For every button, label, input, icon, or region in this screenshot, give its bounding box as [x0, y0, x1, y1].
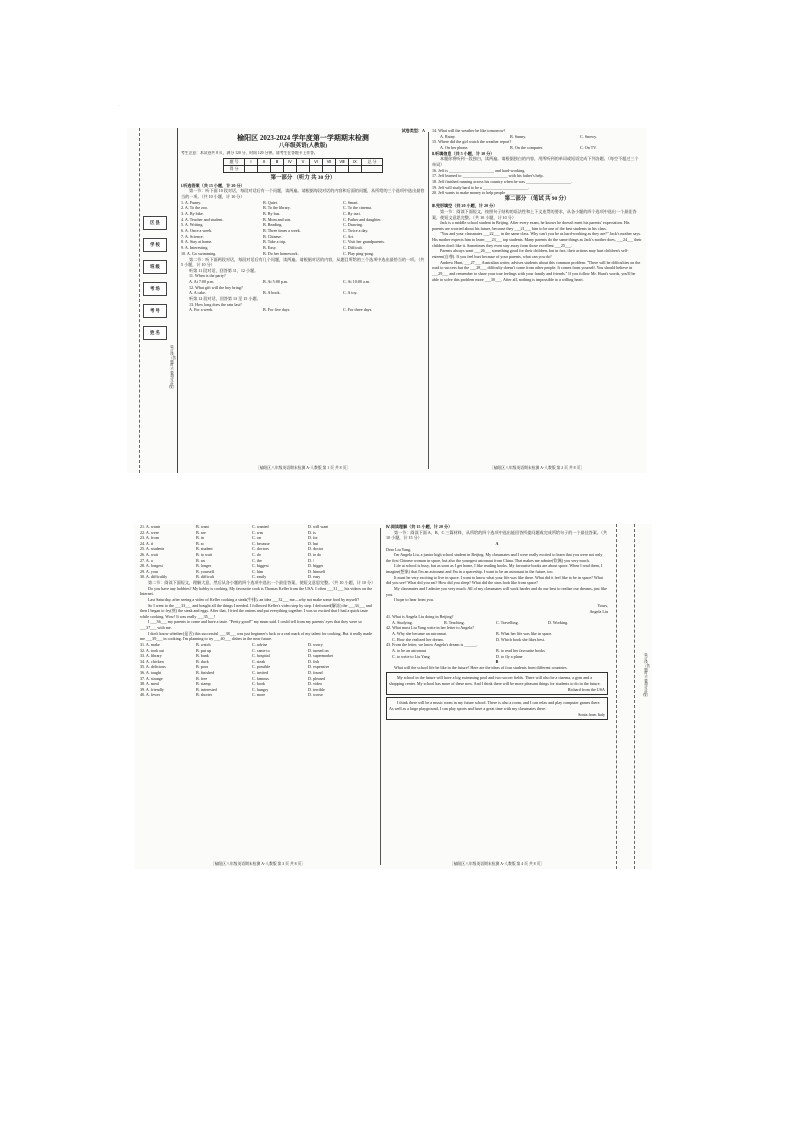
option-c: C. book — [252, 681, 265, 687]
section-3-instructions: 第一节：阅读下面短文，按照句子结构的语法性和上下文连贯的要求，从各小题的四个选项中选出一个最佳答案，使短文意思完整。（共 10 小题，计 10 分） — [432, 208, 637, 220]
option-c: C. A toy. — [343, 290, 358, 296]
option-d: D. found — [308, 669, 323, 675]
question-43: 43. From the letter, we know Angela's dream is ______. — [386, 642, 478, 648]
student-idea-text: My school in the future will have a big swimming pool and two soccer fields. There will also be a cinema, a gym and a shopping center. My school has more of these now. And I think there will be more pleasant things for students to do in the future. — [389, 675, 601, 687]
cloze-paragraph: Parents always want ___26___ something good for their children, but in fact, their actions may hurt children's self-esteem(自尊). If you feel hurt because of your parents, what can you do? — [432, 248, 629, 259]
option-b: B. finished — [196, 669, 214, 675]
option-a: 21. A. wants — [140, 524, 161, 529]
cloze-paragraph: Andrew Hunt, ___27___ Australian writer, advises students about this common problem. "There will be difficulties on the road to success but the ___28___ difficulty doesn't come from other people. It comes from yourself. You should believe in ___29___ and remember to share your true feelings with your family and friends." If you follow Mr. Hunt's words, you'll be able to solve this problem more ___30___. After all, nothing is impossible to a willing heart. — [432, 259, 641, 282]
letter-paragraph: I'm Angela Liu, a junior high school student in Beijing. My classmates and I were really excited to learn that you were not only the first Chinese woman in space, but also the youngest astronaut from China. That makes me admire(钦佩) you very much. — [386, 552, 603, 563]
option-b: B. interested — [196, 686, 217, 692]
student-idea-text: I think there will be a music room in my future school. There is also a room, and I can relax and play computer games there. As well as a large playground, I can play sports and have a great time with my classmates there. — [389, 700, 601, 711]
question-13: 13. How long does the rain last? — [189, 301, 242, 307]
section-3-heading: Ⅲ.完形填空（共 20 小题，计 20 分） — [432, 203, 498, 209]
option-a: 36. A. taught — [140, 669, 162, 675]
option-c: C. Art. — [343, 233, 355, 239]
letter-paragraph: Life at school is busy, but as soon as I get home, I like reading books. My favourite books are about space. When I read them, I imagine(想象) that I'm an astronaut and I'm in a spaceship. I want to be an astronaut in the future, too. — [386, 563, 603, 575]
option-a: A. Studying. — [392, 619, 413, 625]
option-b: B. shorter — [196, 692, 213, 698]
letter-paragraph: It must be very exciting to live in space. I want to know what your life was like there. What did it feel like to be in space? What did you see? What did you eat? How did you sleep? What did the stars look like from space? — [386, 574, 603, 586]
option-d: D. doctor — [308, 546, 324, 552]
fill-question: 17. Jeff learned to ______________________ with his father's help. — [432, 173, 544, 179]
option-a: A. A cake. — [189, 290, 207, 296]
part-2-heading: 第二部分 （笔试 共 90 分） — [504, 195, 570, 202]
option-b: B. Sunny. — [510, 133, 526, 139]
page-footer: ［榆阳区八年级英语期末检测 A-人教版 第 2 页 共 8 页］ — [489, 465, 585, 470]
option-b: B. poor — [196, 664, 209, 670]
score-cell: 得 分 — [224, 166, 245, 173]
option-c: C. possible — [252, 664, 271, 670]
page-divider — [380, 528, 381, 865]
page-footer: ［榆阳区八年级英语期末检测 A-人教版 第 4 页 共 8 页］ — [449, 861, 545, 866]
story-paragraph: Last Saturday, after seeing a video of Keller cooking a steak(牛排), an idea ___32___ me—why not make some food by myself? — [148, 596, 360, 602]
option-c: C. to write to Liu Yang — [392, 653, 430, 659]
option-d: D. for — [308, 535, 318, 541]
option-c: C. Smart. — [343, 199, 359, 205]
exam-sheet-pages-3-4 — [134, 524, 652, 869]
score-cell: Ⅵ — [310, 159, 323, 166]
option-b: B. stamp — [196, 681, 211, 687]
score-cell — [349, 166, 362, 173]
option-c: C. famous — [252, 675, 269, 681]
option-c: C. hospital — [252, 653, 270, 659]
exam-number-label: 考 号 — [143, 304, 167, 318]
option-d: D. to do — [308, 551, 322, 557]
option-a: 8. A. Stay at home. — [181, 239, 213, 245]
option-a: A. At 7:00 p.m. — [189, 279, 215, 285]
option-c: C. At 10:00 a.m. — [343, 279, 371, 285]
option-a: 35. A. delicious — [140, 664, 166, 670]
option-a: 5. A. Writing. — [181, 222, 204, 228]
option-c: C. For three days. — [343, 307, 373, 313]
option-d: D. bigger — [308, 563, 324, 569]
cut-line — [616, 524, 617, 869]
score-cell: 题 号 — [224, 159, 245, 166]
option-a: 22. A. were — [140, 529, 159, 535]
story-paragraph: So I went to the ___33___ and bought all the things I needed. I followed Keller's video step by step. I defrosted(解冻) the ___34___ and then I began to fry(煎) the steak and eggs. After that, I fried the onions and put everything together. I was so excited that I had a quick taste while cooking. Wow! It was really ___35___! — [140, 602, 372, 619]
score-cell — [310, 166, 323, 173]
student-idea-author: Richard from the USA — [567, 686, 605, 692]
section-2-heading: Ⅱ.听填信息（共 5 小题，计 10 分） — [432, 150, 495, 156]
option-d: D. supermarket — [308, 653, 334, 659]
score-cell — [245, 166, 258, 173]
option-b: B. To the library. — [263, 205, 291, 211]
score-cell — [323, 166, 336, 173]
option-d: D. to fly a plane — [496, 653, 523, 659]
option-c: C. him — [252, 568, 264, 574]
option-a: 26. A. wait — [140, 551, 158, 557]
student-idea-box — [386, 697, 608, 720]
option-a: 27. A. a — [140, 557, 153, 563]
option-b: B. want — [196, 524, 209, 529]
option-b: B. Reading. — [263, 222, 283, 228]
score-table-header-row — [224, 159, 383, 166]
option-a: 24. A. if — [140, 540, 154, 546]
exam-type: 试卷类型：A — [401, 128, 425, 133]
option-b: B. What her life was like in space. — [496, 631, 553, 637]
option-a: 38. A. meal — [140, 681, 159, 687]
fill-question: 16. Jeff is ______________________ and hard-working. — [432, 167, 526, 173]
option-b: B. to wait — [196, 551, 213, 557]
option-b: B. free — [196, 675, 208, 681]
score-table-score-row — [224, 166, 383, 173]
option-b: B. watch — [196, 641, 211, 647]
option-d: D. terrible — [308, 686, 325, 692]
question-options — [181, 290, 425, 296]
option-c: C. Travelling. — [496, 619, 519, 625]
section-1-heading: Ⅰ.听选答案（共 15 小题，计 20 分） — [181, 182, 245, 188]
option-c: C. more — [252, 692, 266, 698]
option-d: D. will want — [308, 524, 329, 529]
option-b: B. so — [196, 540, 205, 546]
option-b: B. yourself — [196, 568, 215, 574]
questions-1-10 — [181, 200, 425, 257]
option-c: C. steak — [252, 658, 266, 664]
exam-title: 榆阳区 2023-2024 学年度第一学期期末检测 — [237, 133, 369, 142]
option-c: C. Twice a day. — [343, 228, 369, 234]
page-divider — [428, 132, 429, 469]
option-d: D. Which book she likes best. — [496, 636, 545, 642]
option-b: B. For five days. — [263, 307, 291, 313]
school-label: 学 校 — [143, 238, 167, 252]
question-options — [386, 654, 608, 660]
page-3 — [140, 524, 376, 869]
section-4-heading: Ⅳ.阅读理解（共 15 小题，计 20 分） — [386, 524, 453, 529]
question-options — [432, 134, 642, 140]
option-a: 30. A. difficultly — [140, 574, 168, 580]
option-b: B. are — [196, 529, 206, 535]
letter-signature: Angela Liu — [589, 608, 608, 614]
question-12: 12. What gift will the boy bring? — [189, 284, 243, 290]
option-c: C. To the cinema. — [343, 205, 372, 211]
option-a: A. On her phone. — [440, 144, 469, 150]
question-14: 14. What will the weather be like tomorrow? — [432, 128, 506, 133]
option-c: C. Drawing. — [343, 222, 364, 228]
option-a: 29. A. your — [140, 568, 159, 574]
exam-subtitle: 八年级英语(人教版) — [278, 143, 328, 150]
option-b: B. Easy. — [263, 245, 277, 251]
exam-room-label: 考 场 — [143, 282, 167, 296]
section-4-instructions: 第一节：阅读下面 A、B、C 三篇材料，从所给的四个选项中选出能回答所提问题或完成所给句子的一个最佳答案。（共 10 小题，计 15 分） — [386, 529, 608, 541]
option-d: D. / — [308, 557, 315, 563]
question-options — [181, 307, 425, 313]
question-row — [181, 251, 425, 257]
option-c: C. was — [252, 529, 264, 535]
question-options — [386, 637, 608, 643]
option-d: D. easy — [308, 574, 321, 580]
page-footer: ［榆阳区八年级英语期末检测 A-人教版 第 1 页 共 8 页］ — [255, 465, 351, 470]
score-cell: Ⅱ — [258, 159, 271, 166]
option-row — [140, 692, 376, 698]
option-a: 25. A. students — [140, 546, 165, 552]
option-a: 33. A. library — [140, 653, 162, 659]
story-paragraph: I ___36___ my parents to come and have a taste. "Pretty good!" my mum said. I could tell from my parents' eyes that they were so ___37___ with me. — [140, 619, 362, 631]
option-d: D. video — [308, 681, 323, 687]
option-b: B. Quiet. — [263, 199, 278, 205]
score-cell: Ⅷ — [336, 159, 349, 166]
listen-note-11: 听第 11 段对话，回答第 11、12 小题。 — [189, 267, 259, 273]
score-cell: Ⅶ — [323, 159, 336, 166]
option-b: B. By bus. — [263, 211, 281, 216]
question-options — [432, 145, 642, 151]
option-d: D. fish — [308, 658, 320, 664]
question-options — [386, 620, 608, 626]
option-a: 10. A. Go swimming. — [181, 250, 217, 256]
option-c: C. wanted — [252, 524, 269, 529]
page-1 — [181, 128, 425, 473]
option-b: B. duck — [196, 658, 209, 664]
option-d: D. expensive — [308, 664, 330, 670]
options-31-40 — [140, 642, 376, 698]
option-c: C. Father and daughter. — [343, 216, 382, 222]
fill-question: 20. Jeff wants to make money to help people ______________________. — [432, 190, 553, 196]
section-1-instructions: 第一节：听下面 10 段对话，每段对话后有一个问题，读两遍。请根据每段对话的内容和后面的问题，从所给的三个选项中选出最恰当的一项。（共 10 小题，计 10 分） — [181, 188, 425, 199]
score-cell — [258, 166, 271, 173]
page-footer: ［榆阳区八年级英语期末检测 A-人教版 第 3 页 共 8 页］ — [210, 861, 306, 866]
option-a: A. Why she became an astronaut. — [392, 631, 447, 637]
letter-closing: Yours, — [597, 602, 608, 608]
option-a: 4. A. Teacher and student. — [181, 216, 224, 222]
option-a: 37. A. strange — [140, 675, 163, 681]
exam-sheet-pages-1-2 — [127, 128, 646, 473]
option-d: D. but — [308, 540, 319, 546]
option-b: B. Chinese. — [263, 233, 282, 239]
option-a: 6. A. Once a week. — [181, 228, 213, 234]
name-label: 姓 名 — [143, 326, 167, 340]
option-d: D. worse — [308, 692, 323, 698]
passage-b-intro: What will the school life be like in the future? Here are the ideas of four students from different countries. — [394, 664, 568, 670]
option-c: C. biggest — [252, 563, 269, 569]
option-d: D. is — [308, 529, 316, 535]
fill-question: 19. Jeff will study hard to be a ______________________. — [432, 184, 529, 190]
section-3-instructions-2: 第二节：阅读下面短文，理解大意，然后从各小题的四个选项中选出一个最佳答案，使短文意思完整。（共 10 小题，计 10 分） — [148, 579, 376, 585]
page-4 — [386, 524, 608, 869]
letter-paragraph: My classmates and I admire you very much. All of my classmates will work harder and do our best to realize our dreams, just like you. — [386, 586, 607, 597]
score-cell — [362, 166, 383, 173]
score-cell: Ⅴ — [297, 159, 310, 166]
exam-notice: 考生注意：本试卷共 8 页，满分 120 分，时间 120 分钟。请考生在答题卡上作答。 — [181, 151, 318, 156]
option-b: B. bank — [196, 653, 209, 659]
option-b: B. Mom and son. — [263, 216, 292, 222]
district-label: 区 县 — [143, 216, 167, 230]
option-a: 31. A. make — [140, 641, 160, 647]
binding-line-note: 装订线（答题时不要超过此线） — [643, 653, 650, 698]
option-d: D. worry — [308, 641, 323, 647]
option-d: D. himself — [308, 568, 326, 574]
score-cell: Ⅸ — [349, 159, 362, 166]
option-a: 40. A. fewer — [140, 692, 161, 698]
option-c: C. How she realized her dream. — [392, 636, 444, 642]
option-b: B. to read her favourite books — [496, 647, 545, 653]
options-21-30 — [140, 524, 376, 580]
option-b: B. an — [196, 557, 205, 563]
option-c: C. easily — [252, 574, 267, 580]
score-cell: 总 分 — [362, 159, 383, 166]
passage-a-label: A — [495, 540, 499, 546]
option-b: B. Teaching. — [444, 619, 465, 625]
student-idea-author: Sonia from Italy — [578, 711, 605, 717]
story-paragraph: I don't know whether(是否) this successful ___38___ was just beginner's luck or a real mark of my talent for cooking. But it really made me ___39___ in cooking. I'm planning to try ___40___ dishes in the near future. — [140, 630, 373, 642]
question-options — [181, 279, 425, 285]
option-c: C. Visit her grandparents. — [343, 239, 385, 245]
question-42: 42. What must Liu Yang write in her letter to Angela? — [386, 625, 474, 631]
class-label: 班 级 — [143, 260, 167, 274]
option-a: 32. A. took out — [140, 647, 165, 653]
story-paragraph: Do you have any hobbies? My hobby is cooking. My favourite cook is Thomas Keller from the USA. I often ___31___ his videos on the Internet. — [140, 585, 373, 597]
cut-line — [139, 128, 140, 473]
option-d: D. pleased — [308, 675, 326, 681]
option-b: B. put up — [196, 647, 212, 653]
listen-note-12: 听第 12 段对话，回答第 13 至 15 小题。 — [189, 296, 261, 302]
option-a: 3. A. By bike. — [181, 211, 204, 216]
cloze-paragraph: Jack is a middle school student in Beijing. After every exam, he knows he doesn't meet his parents' expectation. His parents are worried about his future, because they ___21___ him to be one of the best students in his class. — [432, 220, 630, 231]
page-2 — [432, 128, 642, 473]
score-cell — [336, 166, 349, 173]
option-b: B. difficult — [196, 574, 214, 580]
option-row — [140, 574, 376, 580]
option-c: C. because — [252, 540, 270, 546]
option-b: B. On the computer. — [510, 144, 544, 150]
option-b: B. longer — [196, 563, 212, 569]
score-cell: Ⅲ — [271, 159, 284, 166]
part-1-heading: 第一部分 （听力 共 30 分） — [270, 175, 336, 182]
letter-greeting: Dear Liu Yang, — [386, 546, 412, 552]
fill-question: 18. Jeff finished running across his country when he was ______________________. — [432, 178, 573, 184]
question-41: 41. What is Angela Liu doing in Beijing? — [386, 614, 454, 620]
passage-b-label: B — [495, 659, 499, 665]
option-c: C. Snowy. — [580, 133, 597, 139]
binding-sidebar — [127, 128, 178, 473]
option-b: B. At 5:00 p.m. — [263, 279, 289, 285]
option-b: B. Do her homework. — [263, 250, 299, 256]
question-11: 11. When is the party? — [189, 273, 226, 279]
score-cell: Ⅰ — [245, 159, 258, 166]
option-b: B. A book. — [263, 290, 281, 296]
option-c: C. the — [252, 557, 262, 563]
option-a: A. Rainy. — [440, 133, 456, 139]
score-cell: Ⅳ — [284, 159, 297, 166]
option-b: B. Three times a week. — [263, 228, 301, 234]
option-c: C. On TV. — [580, 144, 597, 150]
option-c: C. on — [252, 535, 261, 541]
student-idea-box — [386, 672, 608, 695]
option-c: C. came to — [252, 647, 270, 653]
binding-line-note: 装订线（答题时不要超过此线） — [169, 345, 176, 390]
score-cell — [297, 166, 310, 173]
option-b: B. Take a trip. — [263, 239, 287, 245]
option-a: A. to be an astronaut — [392, 647, 426, 653]
option-c: C. advise — [252, 641, 268, 647]
option-a: 9. A. Interesting. — [181, 245, 209, 251]
option-d: D. Working. — [548, 619, 569, 625]
option-c: C. doctors — [252, 546, 269, 552]
option-a: 7. A. Science. — [181, 233, 204, 239]
cut-line — [634, 524, 635, 869]
section-1-instructions-2: 第二节：听下面两段对话，每段对话后有几个问题，读两遍。请根据对话的内容，从题目所给的三个选项中选出最恰当的一项。（共 5 小题，计 10 分） — [181, 256, 425, 268]
cloze-paragraph: "You and your classmates ___22___ in the same class. Why can't you be as hard-working as they are?" Jack's mother says. His mother expects him to learn ___23___ top students. Many parents do the same things as Jack's mother does, ___24___ their children don't like it. Sometimes they even stay away from those excellent ___25___. — [432, 231, 642, 248]
option-d: D. turned on — [308, 647, 329, 653]
question-15: 15. Where did the girl watch the weather report? — [432, 139, 512, 145]
option-c: C. Difficult. — [343, 245, 363, 251]
option-b: B. in — [196, 535, 204, 541]
option-a: 2. A. To the zoo. — [181, 205, 209, 211]
option-b: B. student — [196, 546, 213, 552]
option-a: 39. A. friendly — [140, 686, 164, 692]
option-a: A. For a week. — [189, 307, 214, 313]
option-c: C. do — [252, 551, 261, 557]
option-c: C. hungry — [252, 686, 269, 692]
option-c: C. Play ping-pong. — [343, 250, 374, 256]
scan-mark: · — [118, 104, 120, 109]
option-a: 34. A. chicken — [140, 658, 164, 664]
score-cell — [284, 166, 297, 173]
option-c: C. invited — [252, 669, 269, 675]
option-a: 23. A. from — [140, 535, 159, 541]
letter-paragraph: I hope to hear from you. — [394, 597, 434, 603]
option-a: 1. A. Funny. — [181, 199, 202, 205]
option-a: 28. A. longest — [140, 563, 163, 569]
section-2-instructions: 本题你将听到一段独白，读两遍。请根据独白的内容，用所听到的单词或短语完成下列各题。（每空不超过三个单词） — [432, 156, 639, 167]
score-cell — [271, 166, 284, 173]
option-c: C. By taxi. — [343, 211, 361, 216]
score-table — [223, 158, 383, 173]
